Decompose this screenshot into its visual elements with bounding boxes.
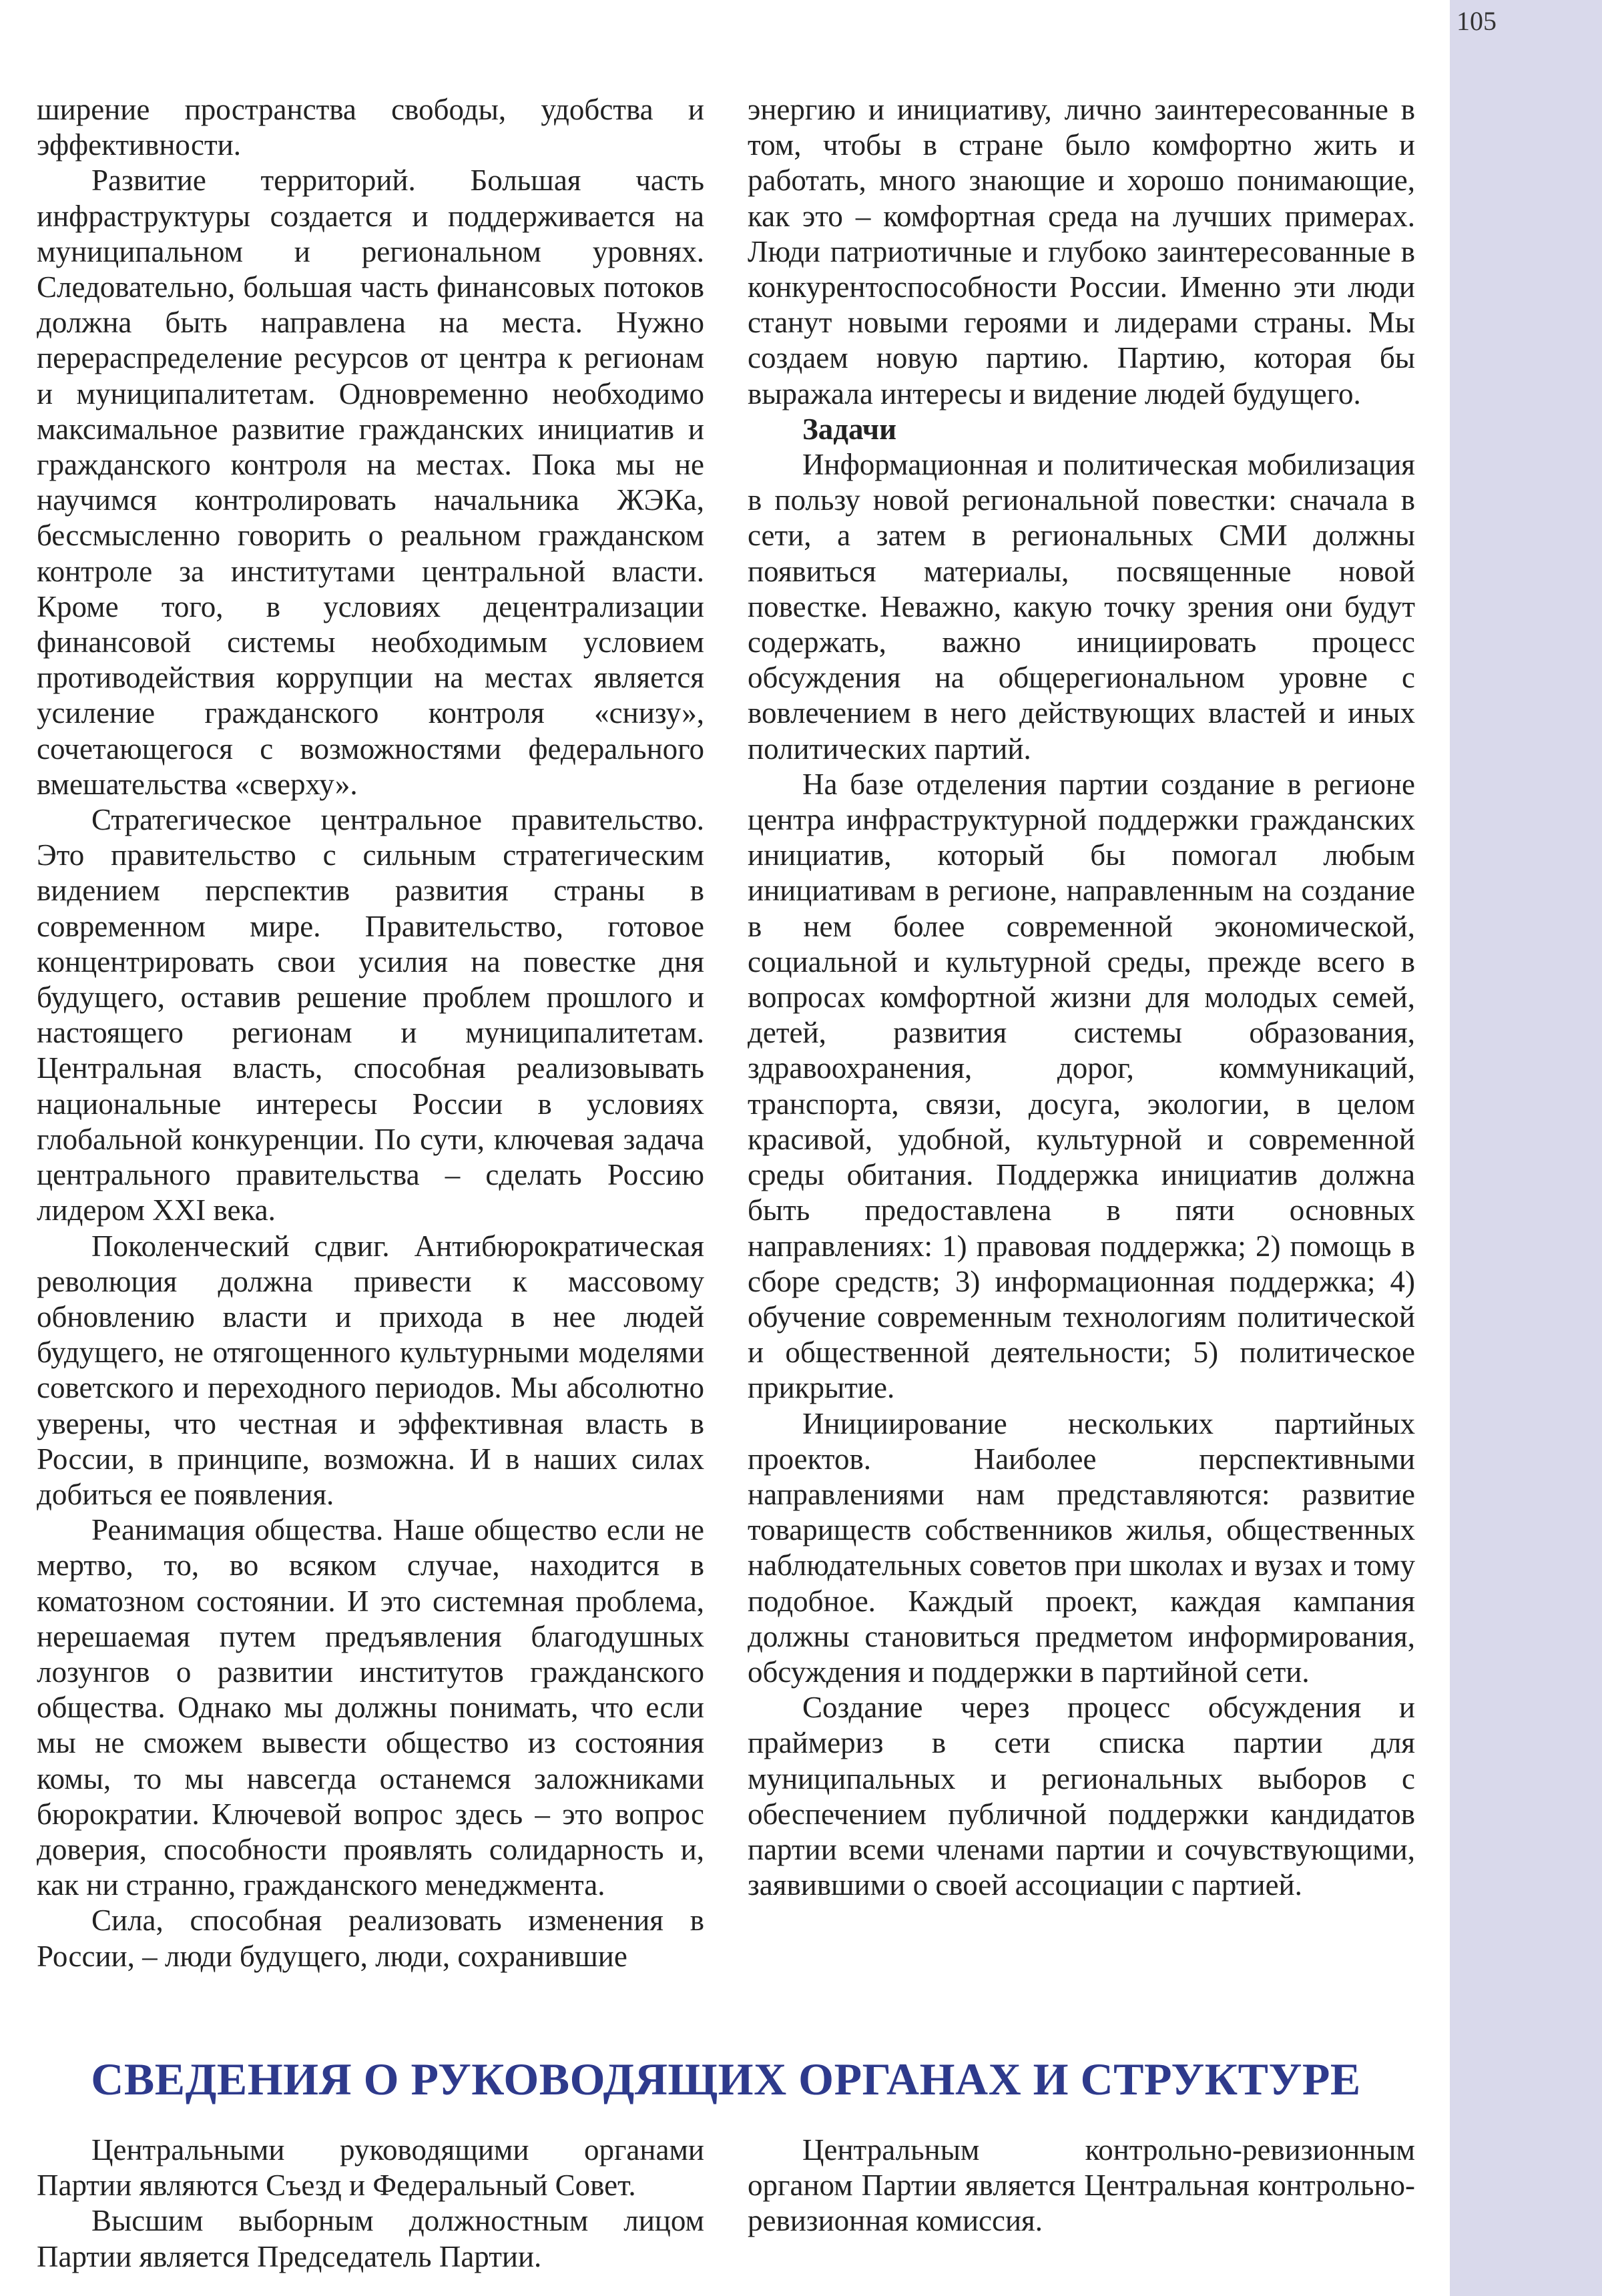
subheading: Задачи	[802, 412, 897, 446]
paragraph: Поколенческий сдвиг. Антибюрократическая революция должна привести к массовому обновлению власти и прихода в нее людей будущего, не отягощенного культурными моделями советского и переходного периодов. Мы абсолютно уверены, что честная и эффективная власть в России, в принципе, возможна. И в наших силах добиться ее появления.	[37, 1229, 704, 1511]
page-number: 105	[1456, 6, 1497, 36]
paragraph: ширение пространства свободы, удобства и эффективности.	[37, 93, 704, 162]
bottom-right-column	[748, 2132, 1415, 2239]
paragraph: энергию и инициативу, лично заинтересованные в том, чтобы в стране было комфортно жить и работать, много знающие и хорошо понимающие, как это – комфортная среда на лучших примерах. Люди патриотичные и глубоко заинтересованные в конкурентоспособности России. Именно эти люди станут новыми героями и лидерами страны. Мы создаем новую партию. Партию, которая бы выражала интересы и видение людей будущего.	[748, 93, 1415, 410]
paragraph: Создание через процесс обсуждения и праймериз в сети списка партии для муниципальных и региональных выборов с обеспечением публичной поддержки кандидатов партии всеми членами партии и сочувствующими, заявившими о своей ассоциации с партией.	[748, 1691, 1415, 1902]
paragraph: Развитие территорий. Большая часть инфраструктуры создается и поддерживается на муниципальном и региональном уровнях. Следовательно, большая часть финансовых потоков должна быть направлена на места. Нужно перераспределение ресурсов от центра к регионам и муниципалитетам. Одновременно необходимо максимальное развитие гражданских инициатив и гражданского контроля на местах. Пока мы не научимся контролировать начальника ЖЭКа, бессмысленно говорить о реальном гражданском контроле за институтами центральной власти. Кроме того, в условиях децентрализации финансовой системы необходимым условием противодействия коррупции на местах является усиление гражданского контроля «снизу», сочетающегося с возможностями федерального вмешательства «сверху».	[37, 164, 704, 801]
paragraph: На базе отделения партии создание в регионе центра инфраструктурной поддержки гражданских инициатив, который бы помогал любым инициативам в регионе, направленным на создание в нем более современной экономической, социальной и культурной среды, прежде всего в вопросах комфортной жизни для молодых семей, детей, развития системы образования, здравоохранения, дорог, коммуникаций, транспорта, связи, досуга, экологии, в целом красивой, удобной, культурной и современной среды обитания. Поддержка инициатив должна быть предоставлена в пяти основных направлениях: 1) правовая поддержка; 2) помощь в сборе средств; 3) информационная поддержка; 4) обучение современным технологиям политической и общественной деятельности; 5) политическое прикрытие.	[748, 767, 1415, 1405]
paragraph: Центральными руководящими органами Партии являются Съезд и Федеральный Совет.	[37, 2133, 704, 2203]
paragraph: Инициирование нескольких партийных проектов. Наиболее перспективными направлениями нам представляются: развитие товариществ собственников жилья, общественных наблюдательных советов при школах и вузах и тому подобное. Каждый проект, каждая кампания должны становиться предметом информирования, обсуждения и поддержки в партийной сети.	[748, 1406, 1415, 1689]
paragraph: Высшим выборным должностным лицом Партии является Председатель Партии.	[37, 2204, 704, 2273]
right-column	[748, 92, 1415, 1903]
page-margin-band	[1450, 0, 1602, 2296]
paragraph: Информационная и политическая мобилизация в пользу новой региональной повестки: сначала в сети, а затем в региональных СМИ должны появиться материалы, посвященные новой повестке. Неважно, какую точку зрения они будут содержать, важно инициировать процесс обсуждения на общерегиональном уровне с вовлечением в него действующих властей и иных политических партий.	[748, 448, 1415, 766]
paragraph: Центральным контрольно-ревизионным органом Партии является Центральная контрольно-ревизионная комиссия.	[748, 2133, 1415, 2238]
paragraph: Стратегическое центральное правительство. Это правительство с сильным стратегическим видением перспектив развития страны в современном мире. Правительство, готовое концентрировать свои усилия на повестке дня будущего, оставив решение проблем прошлого и настоящего регионам и муниципалитетам. Центральная власть, способная реализовывать национальные интересы России в условиях глобальной конкуренции. По сути, ключевая задача центрального правительства – сделать Россию лидером XXI века.	[37, 803, 704, 1227]
paragraph: Реанимация общества. Наше общество если не мертво, то, во всяком случае, находится в коматозном состоянии. И это системная проблема, нерешаемая путем предъявления благодушных лозунгов о развитии институтов гражданского общества. Однако мы должны понимать, что если мы не сможем вывести общество из состояния комы, то мы навсегда останемся заложниками бюрократии. Ключевой вопрос здесь – это вопрос доверия, способности проявлять солидарность и, как ни странно, гражданского менеджмента.	[37, 1513, 704, 1902]
paragraph: Сила, способная реализовать изменения в России, – люди будущего, люди, сохранившие	[37, 1904, 704, 1973]
section-title: СВЕДЕНИЯ О РУКОВОДЯЩИХ ОРГАНАХ И СТРУКТУРЕ	[91, 2054, 1361, 2104]
left-column	[37, 92, 704, 1974]
bottom-left-column	[37, 2132, 704, 2275]
